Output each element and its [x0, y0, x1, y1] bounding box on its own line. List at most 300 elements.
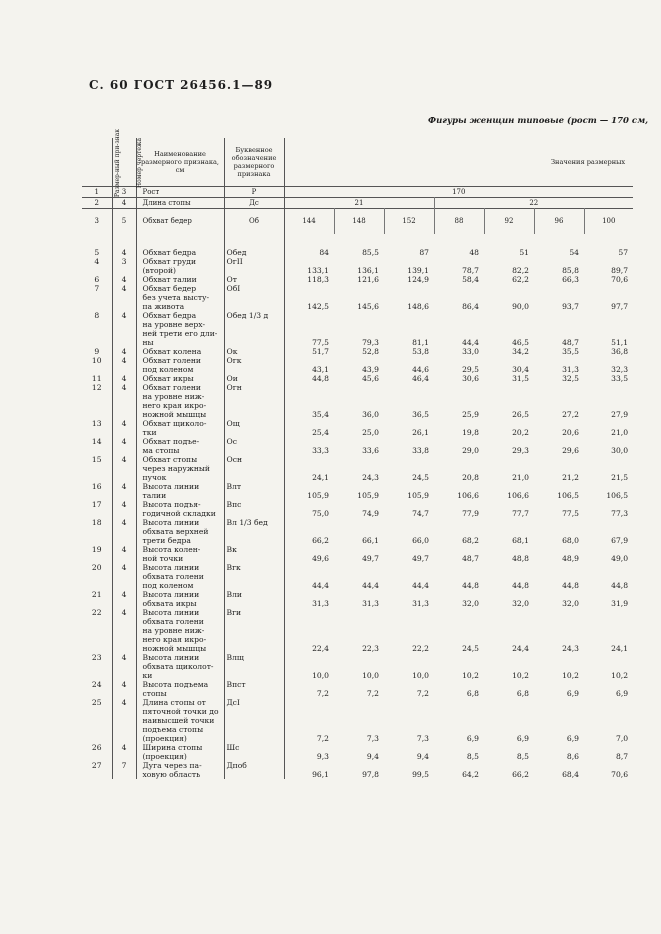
row-value-text: 148,6 — [407, 302, 429, 311]
table-row — [82, 590, 633, 608]
row-value — [584, 347, 633, 356]
row-value — [484, 590, 534, 608]
row-value — [434, 383, 484, 419]
row-feature-name-line: Высота подъема — [142, 680, 209, 689]
row-feature-code: Вгк — [224, 563, 284, 590]
measurements-table — [82, 128, 633, 779]
row-value — [434, 761, 484, 779]
row-value — [334, 680, 384, 698]
row-drawing-number: 4 — [112, 743, 136, 761]
row-feature-number: 23 — [82, 653, 112, 680]
row-feature-name-line: обхвата голени — [142, 572, 204, 581]
row-feature-name-line: Обхват голени — [142, 383, 201, 392]
row-value-text: 24,5 — [412, 473, 429, 482]
row-value-text: 22,2 — [412, 644, 429, 653]
row-feature-name — [136, 383, 224, 419]
row-value-text: 51,1 — [611, 338, 629, 347]
row-value-text: 142,5 — [307, 302, 329, 311]
row-value — [384, 698, 434, 743]
row-value — [584, 248, 633, 257]
row-value — [434, 680, 484, 698]
row-value-text: 30,4 — [512, 365, 529, 374]
row-value — [334, 500, 384, 518]
row-value-text: 66,2 — [312, 536, 329, 545]
row-value-text: 90,0 — [512, 302, 529, 311]
row-value — [584, 482, 633, 500]
row-feature-number: 22 — [82, 608, 112, 653]
row-value-text: 36,8 — [611, 347, 629, 356]
row-feature-name-line: ножной мышцы — [142, 410, 207, 419]
col-header-feature: Размер-ный при-знак — [114, 128, 122, 197]
row-feature-name — [136, 500, 224, 518]
row-feature-code: Ои — [224, 374, 284, 383]
row-value-text: 29,3 — [512, 446, 529, 455]
row-feature-name-line: годичной складки — [142, 509, 216, 518]
row-value — [434, 257, 484, 275]
row-value-text: 118,3 — [307, 275, 329, 284]
row-value — [334, 455, 384, 482]
row-value — [384, 275, 434, 284]
row-feature-name-line: пучок — [142, 473, 167, 482]
row-value — [584, 356, 633, 374]
row-value — [584, 311, 633, 347]
row-value-text: 8,5 — [516, 752, 529, 761]
row-value — [384, 419, 434, 437]
row-value — [384, 680, 434, 698]
row-value — [534, 545, 584, 563]
row-value-text: 9,4 — [366, 752, 379, 761]
row-feature-code: От — [224, 275, 284, 284]
row-value-text: 96,1 — [312, 770, 329, 779]
row-value-text: 25,4 — [312, 428, 329, 437]
row-value — [334, 311, 384, 347]
row-feature-name — [136, 356, 224, 374]
row-value — [284, 257, 334, 275]
row-feature-code: Вги — [224, 608, 284, 653]
table-title: Фигуры женщин типовые (рост — 170 см, — [428, 116, 649, 126]
row-value — [284, 347, 334, 356]
row-feature-code: Вл 1/3 бед — [224, 518, 284, 545]
row-value-text: 105,9 — [307, 491, 329, 500]
row-value-text: 22,4 — [312, 644, 329, 653]
row-value-text: 30,6 — [462, 374, 479, 383]
row-value-text: 29,6 — [562, 446, 579, 455]
row-feature-number: 18 — [82, 518, 112, 545]
table-row — [82, 518, 633, 545]
row-feature-name-line: обхвата верхней — [142, 527, 209, 536]
row-value — [584, 590, 633, 608]
row-value — [334, 518, 384, 545]
row-drawing-number: 4 — [112, 545, 136, 563]
row-value — [584, 374, 633, 383]
table-row — [82, 437, 633, 455]
row-value-text: 36,0 — [362, 410, 379, 419]
row-value-text: 21,2 — [562, 473, 579, 482]
row-feature-name-line: Высота линии — [142, 653, 200, 662]
row-value-text: 48,9 — [562, 554, 579, 563]
row-value-text: 24,1 — [611, 644, 629, 653]
row-feature-number: 9 — [82, 347, 112, 356]
row-value — [484, 455, 534, 482]
row-value — [484, 437, 534, 455]
table-row — [82, 653, 633, 680]
row-value — [384, 608, 434, 653]
row-value-text: 10,2 — [462, 671, 479, 680]
row-value-text: 26,5 — [512, 410, 529, 419]
row-value — [384, 383, 434, 419]
row-value — [384, 347, 434, 356]
row-feature-name — [136, 419, 224, 437]
row-feature-name-line: на уровне верх- — [142, 320, 206, 329]
row-value — [484, 356, 534, 374]
row-value — [484, 311, 534, 347]
table-row — [82, 383, 633, 419]
row-value-text: 85,5 — [362, 248, 379, 257]
row-drawing-number: 4 — [112, 383, 136, 419]
row-value — [584, 680, 633, 698]
row-feature-number: 10 — [82, 356, 112, 374]
row-value-text: 62,2 — [512, 275, 529, 284]
subheader-row-height: 1 3 Рост Р 170 — [82, 187, 633, 198]
row-value — [384, 518, 434, 545]
row-value-text: 52,8 — [362, 347, 379, 356]
row-value — [434, 374, 484, 383]
row-value — [584, 608, 633, 653]
row-value — [434, 347, 484, 356]
row-value-text: 77,7 — [512, 509, 529, 518]
row-feature-name-line: Высота линии — [142, 590, 200, 599]
table-row — [82, 563, 633, 590]
row-value-text: 24,5 — [462, 644, 479, 653]
row-value-text: 29,0 — [462, 446, 479, 455]
row-value-text: 48,7 — [562, 338, 579, 347]
row-value-text: 66,3 — [562, 275, 579, 284]
row-value-text: 6,9 — [466, 734, 479, 743]
row-feature-name-line: без учета высту- — [142, 293, 210, 302]
row-value — [384, 500, 434, 518]
row-value — [434, 545, 484, 563]
row-value — [384, 653, 434, 680]
row-value-text: 48,8 — [512, 554, 529, 563]
row-value — [484, 743, 534, 761]
table-row — [82, 482, 633, 500]
row-value — [434, 455, 484, 482]
row-value-text: 93,7 — [562, 302, 579, 311]
row-feature-name — [136, 248, 224, 257]
row-value-text: 79,3 — [362, 338, 379, 347]
row-feature-number: 21 — [82, 590, 112, 608]
row-value-text: 44,8 — [562, 581, 579, 590]
row-feature-name-line: Обхват подъе- — [142, 437, 200, 446]
row-feature-name-line: под коленом — [142, 365, 194, 374]
row-feature-name-line: Обхват талии — [142, 275, 197, 284]
row-feature-number: 8 — [82, 311, 112, 347]
row-feature-name-line: ной точки — [142, 554, 184, 563]
row-value-text: 106,5 — [606, 491, 629, 500]
row-value-text: 74,9 — [362, 509, 379, 518]
row-value — [284, 455, 334, 482]
row-drawing-number: 4 — [112, 653, 136, 680]
row-feature-number: 27 — [82, 761, 112, 779]
row-value-text: 136,1 — [357, 266, 379, 275]
row-value-text: 68,4 — [562, 770, 579, 779]
row-value-text: 68,0 — [562, 536, 579, 545]
row-value-text: 10,2 — [562, 671, 579, 680]
row-feature-name — [136, 437, 224, 455]
row-value — [284, 743, 334, 761]
row-feature-name-line: (второй) — [142, 266, 176, 275]
row-value-text: 7,2 — [416, 689, 429, 698]
row-value — [334, 419, 384, 437]
row-value-text: 54 — [569, 248, 579, 257]
row-feature-code: ОбI — [224, 284, 284, 311]
row-feature-name-line: талии — [142, 491, 167, 500]
row-drawing-number: 4 — [112, 518, 136, 545]
row-value-text: 31,3 — [562, 365, 579, 374]
row-value — [284, 545, 334, 563]
row-feature-name-line: под коленом — [142, 581, 194, 590]
row-value-text: 46,5 — [512, 338, 529, 347]
row-value-text: 6,9 — [566, 734, 579, 743]
row-value — [284, 374, 334, 383]
row-value — [584, 500, 633, 518]
row-value-text: 75,0 — [312, 509, 329, 518]
row-value-text: 6,8 — [466, 689, 479, 698]
row-value — [284, 680, 334, 698]
row-value — [484, 563, 534, 590]
row-value-text: 78,7 — [462, 266, 479, 275]
row-value — [384, 563, 434, 590]
row-value — [384, 284, 434, 311]
row-value — [484, 500, 534, 518]
row-feature-name-line: наивысшей точки — [142, 716, 215, 725]
row-value — [334, 545, 384, 563]
row-value — [584, 518, 633, 545]
table-row — [82, 500, 633, 518]
row-value-text: 51,7 — [312, 347, 329, 356]
row-feature-code: Ок — [224, 347, 284, 356]
row-value — [534, 590, 584, 608]
row-value-text: 25,9 — [462, 410, 479, 419]
row-value-text: 51 — [519, 248, 529, 257]
row-value-text: 49,7 — [412, 554, 429, 563]
row-value — [584, 545, 633, 563]
row-value — [484, 257, 534, 275]
row-value-text: 10,0 — [412, 671, 429, 680]
row-feature-name-line: трети бедра — [142, 536, 191, 545]
row-drawing-number: 3 — [112, 257, 136, 275]
row-value — [584, 257, 633, 275]
row-value-text: 34,2 — [512, 347, 529, 356]
row-value — [284, 590, 334, 608]
row-value — [534, 374, 584, 383]
row-value-text: 77,5 — [562, 509, 579, 518]
row-value-text: 8,5 — [466, 752, 479, 761]
row-value — [434, 275, 484, 284]
row-feature-name-line: Обхват щиколо- — [142, 419, 207, 428]
row-value — [584, 455, 633, 482]
row-feature-name-line: Высота линии — [142, 563, 200, 572]
row-value — [584, 284, 633, 311]
row-value — [584, 419, 633, 437]
row-drawing-number: 4 — [112, 500, 136, 518]
row-feature-name-line: на уровне ниж- — [142, 392, 205, 401]
row-value — [584, 563, 633, 590]
row-value — [434, 482, 484, 500]
row-feature-name-line: ны — [142, 338, 154, 347]
row-value — [534, 563, 584, 590]
row-feature-name-line: Обхват бедра — [142, 311, 197, 320]
row-value-text: 31,3 — [362, 599, 379, 608]
row-feature-name-line: Высота линии — [142, 518, 200, 527]
row-value-text: 35,5 — [562, 347, 579, 356]
row-value-text: 8,7 — [615, 752, 629, 761]
row-value-text: 66,1 — [362, 536, 379, 545]
row-feature-name-line: (проекция) — [142, 752, 187, 761]
table-row — [82, 680, 633, 698]
row-value — [584, 743, 633, 761]
row-value — [434, 698, 484, 743]
row-value-text: 27,2 — [562, 410, 579, 419]
table-row — [82, 608, 633, 653]
column-header-row — [82, 138, 633, 187]
row-feature-code: Влщ — [224, 653, 284, 680]
row-value — [434, 500, 484, 518]
col-header-values: Значения размерных — [550, 158, 626, 166]
row-drawing-number: 4 — [112, 311, 136, 347]
row-drawing-number: 4 — [112, 455, 136, 482]
row-value — [334, 383, 384, 419]
row-value-text: 20,8 — [462, 473, 479, 482]
row-feature-name — [136, 545, 224, 563]
row-value — [534, 419, 584, 437]
row-value — [534, 761, 584, 779]
row-value — [334, 257, 384, 275]
row-value — [284, 275, 334, 284]
row-value — [534, 500, 584, 518]
row-value-text: 7,3 — [416, 734, 429, 743]
row-value — [284, 356, 334, 374]
row-value-text: 43,1 — [312, 365, 329, 374]
row-value — [484, 653, 534, 680]
row-value — [534, 680, 584, 698]
row-value-text: 7,0 — [615, 734, 629, 743]
row-value — [434, 419, 484, 437]
row-value-text: 77,3 — [611, 509, 629, 518]
row-value-text: 81,1 — [412, 338, 429, 347]
row-value-text: 7,2 — [366, 689, 379, 698]
row-value — [534, 653, 584, 680]
row-value — [334, 347, 384, 356]
row-feature-name-line: Высота линии — [142, 608, 200, 617]
row-value-text: 31,5 — [512, 374, 529, 383]
row-feature-number: 16 — [82, 482, 112, 500]
col-header-drawing: Номер чертежа — [135, 137, 143, 188]
row-value-text: 44,6 — [412, 365, 429, 374]
row-feature-name — [136, 347, 224, 356]
row-value-text: 44,4 — [362, 581, 379, 590]
row-feature-number: 15 — [82, 455, 112, 482]
row-feature-code: Вк — [224, 545, 284, 563]
row-value-text: 31,9 — [611, 599, 629, 608]
row-value — [334, 761, 384, 779]
row-value — [484, 383, 534, 419]
row-feature-code: Обед 1/3 д — [224, 311, 284, 347]
row-value — [384, 743, 434, 761]
row-feature-code: Обед — [224, 248, 284, 257]
row-value-text: 10,0 — [312, 671, 329, 680]
row-feature-number: 6 — [82, 275, 112, 284]
row-value-text: 64,2 — [462, 770, 479, 779]
row-value-text: 32,3 — [611, 365, 629, 374]
row-value-text: 97,8 — [362, 770, 379, 779]
row-value — [284, 653, 334, 680]
row-value — [334, 248, 384, 257]
row-value-text: 21,5 — [611, 473, 629, 482]
row-value-text: 105,9 — [407, 491, 429, 500]
row-value-text: 24,1 — [312, 473, 329, 482]
row-value — [484, 608, 534, 653]
row-feature-name-line: обхвата голени — [142, 617, 204, 626]
row-value — [334, 653, 384, 680]
table-row — [82, 284, 633, 311]
row-value — [334, 275, 384, 284]
table-row — [82, 311, 633, 347]
row-value — [534, 356, 584, 374]
row-value — [584, 275, 633, 284]
row-value-text: 32,0 — [562, 599, 579, 608]
row-value-text: 33,0 — [462, 347, 479, 356]
row-value-text: 44,8 — [611, 581, 629, 590]
row-value — [384, 257, 434, 275]
row-value — [434, 563, 484, 590]
row-value — [284, 563, 334, 590]
row-feature-code: ОгII — [224, 257, 284, 275]
row-value — [384, 311, 434, 347]
row-feature-code: Дпоб — [224, 761, 284, 779]
row-value — [284, 482, 334, 500]
row-drawing-number: 4 — [112, 374, 136, 383]
row-value-text: 139,1 — [407, 266, 429, 275]
row-value-text: 7,2 — [316, 734, 329, 743]
row-drawing-number: 4 — [112, 437, 136, 455]
row-value — [384, 455, 434, 482]
row-value-text: 124,9 — [407, 275, 429, 284]
row-value — [334, 698, 384, 743]
row-value-text: 7,3 — [366, 734, 379, 743]
row-value-text: 44,4 — [312, 581, 329, 590]
row-value-text: 6,9 — [615, 689, 629, 698]
row-value-text: 68,1 — [512, 536, 529, 545]
row-value-text: 33,3 — [312, 446, 329, 455]
row-value — [534, 698, 584, 743]
row-value-text: 33,6 — [362, 446, 379, 455]
row-value-text: 20,6 — [562, 428, 579, 437]
row-value-text: 68,2 — [462, 536, 479, 545]
row-value — [434, 356, 484, 374]
row-drawing-number: 4 — [112, 680, 136, 698]
row-value-text: 87 — [419, 248, 429, 257]
row-value-text: 89,7 — [611, 266, 629, 275]
row-value-text: 6,9 — [516, 734, 529, 743]
row-value-text: 6,9 — [566, 689, 579, 698]
row-feature-name-line: пяточной точки до — [142, 707, 219, 716]
row-value-text: 25,0 — [362, 428, 379, 437]
row-value-text: 32,0 — [512, 599, 529, 608]
row-drawing-number: 4 — [112, 419, 136, 437]
row-value — [534, 347, 584, 356]
row-feature-name-line: Обхват бедер — [142, 284, 197, 293]
